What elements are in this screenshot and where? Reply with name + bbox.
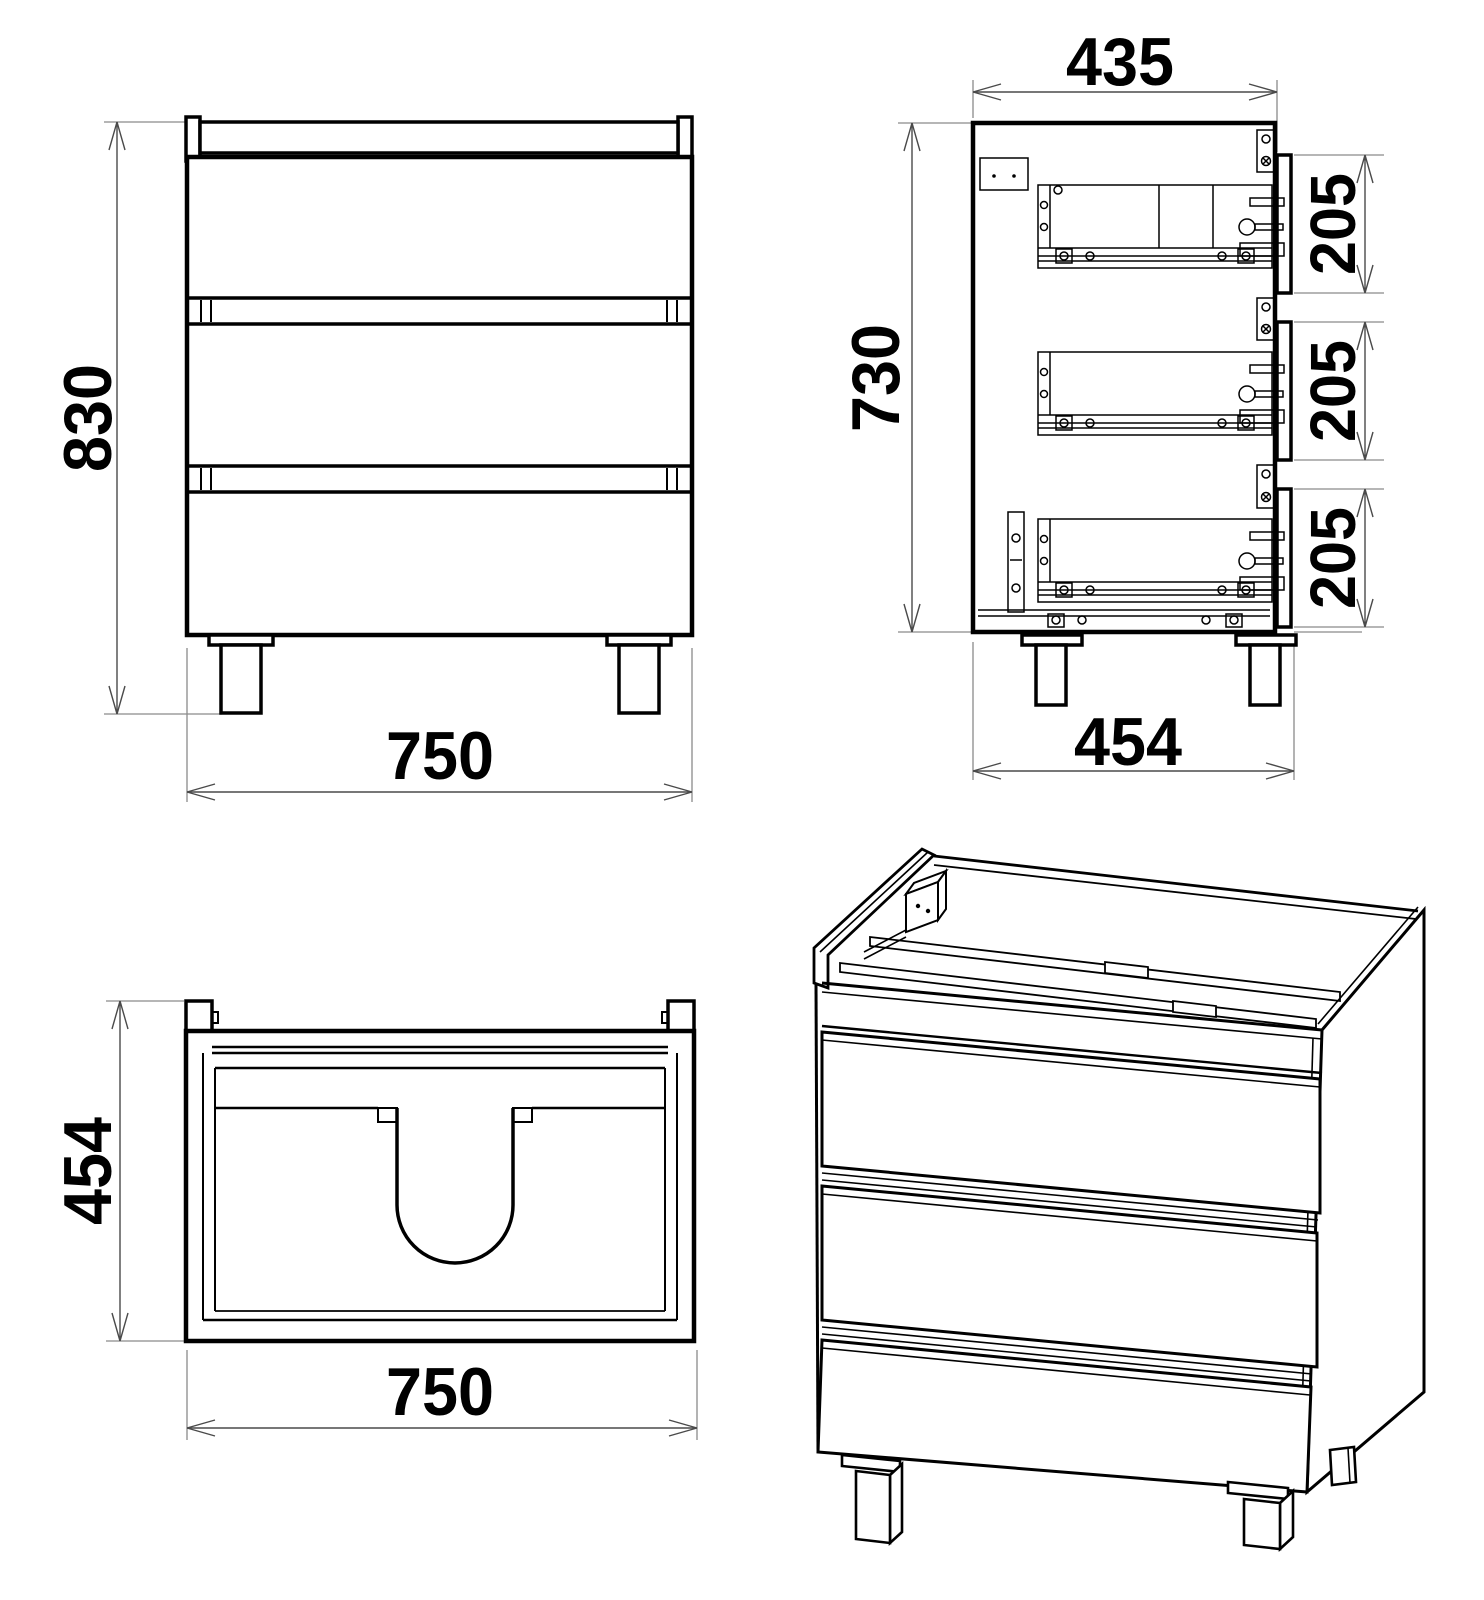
side-bottom-width-dimension: 454 [1074, 704, 1183, 780]
top-body-outline [186, 1031, 694, 1341]
side-feet [1022, 635, 1296, 705]
top-right-tab-notch [662, 1012, 668, 1023]
top-cabinet [186, 1001, 694, 1341]
iso-drawer-1 [822, 1032, 1320, 1213]
side-cabinet [973, 123, 1296, 705]
side-body-outline [973, 123, 1275, 632]
front-left-foot-leg [221, 645, 261, 713]
front-cabinet [186, 117, 692, 713]
top-left-tab-notch [212, 1012, 218, 1023]
front-right-foot-leg [619, 645, 659, 713]
iso-rail-notch-1 [1105, 962, 1148, 978]
side-height-dimension: 730 [838, 318, 914, 432]
iso-back-right-foot [1330, 1447, 1356, 1485]
side-top-width-dimension: 435 [1066, 24, 1174, 100]
front-body-outline [187, 157, 692, 635]
top-view [50, 1001, 697, 1440]
front-view [50, 117, 692, 802]
iso-sink-rails [840, 937, 1340, 1028]
side-drawer-dimension-3: 205 [1297, 502, 1369, 609]
side-drawer-dimension-2: 205 [1297, 335, 1369, 442]
front-left-side-tab [186, 117, 200, 161]
side-view [838, 24, 1384, 780]
front-right-side-tab [678, 117, 692, 161]
top-width-dimension: 750 [386, 1354, 494, 1430]
iso-back-rail [934, 856, 1418, 919]
front-height-dimension: 830 [50, 358, 126, 472]
front-top-rail [200, 122, 678, 153]
iso-rail-notch-2 [1173, 1001, 1216, 1017]
front-width-dimension: 750 [386, 718, 494, 794]
front-feet [209, 635, 671, 713]
isometric-view [814, 849, 1424, 1549]
side-drawer-dimension-1: 205 [1297, 168, 1369, 275]
iso-drawers [818, 1032, 1320, 1492]
top-depth-dimension: 454 [50, 1111, 126, 1225]
